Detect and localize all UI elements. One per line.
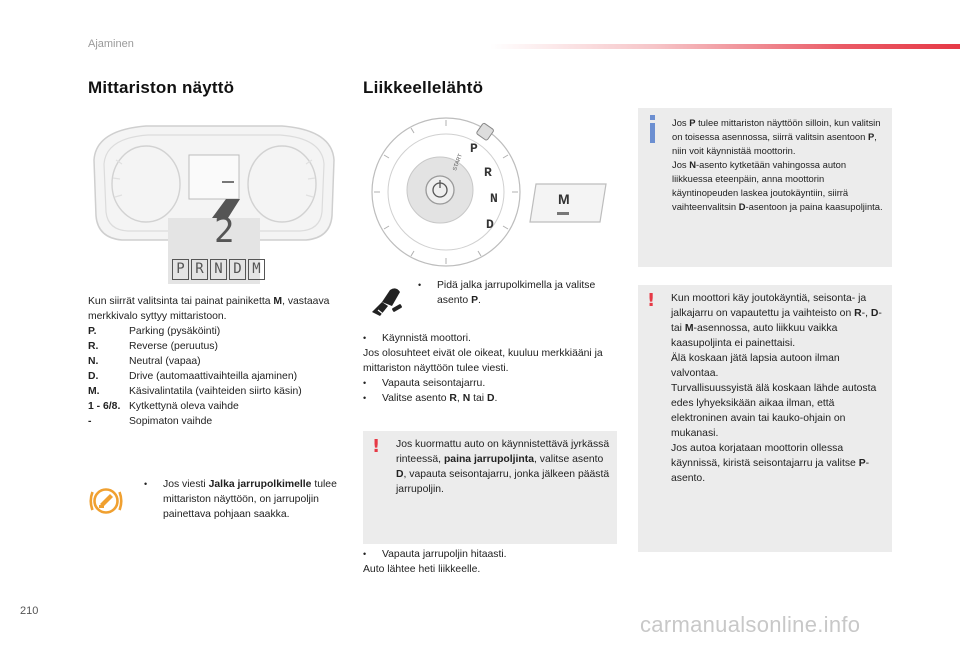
cluster-gear-indicator-row xyxy=(172,259,265,280)
section-title-start: Liikkeellelähtö xyxy=(363,78,484,97)
gear-selector-dial-illustration xyxy=(368,114,524,270)
dial-label-p: P xyxy=(470,141,478,156)
bullet-icon: • xyxy=(144,479,148,489)
gear-indicator-n: N xyxy=(210,259,227,280)
pedal-note: • Jos viesti Jalka jarrupolkimelle tulee mittariston näyttöön, on jarrupoljin painettava pohjaan saakka. xyxy=(144,479,337,520)
brake-pedal-warning-icon xyxy=(88,483,124,519)
gear-indicator-m: M xyxy=(248,259,265,280)
bullet-icon: • xyxy=(363,333,367,343)
cluster-gear-digit: 2 xyxy=(214,211,235,251)
bullet-icon: • xyxy=(363,393,367,403)
start-procedure-text: • Käynnistä moottori. Jos olosuhteet eivät ole oikeat, kuuluu merkkiääni ja mittariston näyttöön tulee viesti. • Vapauta seisontajarru. • Valitse asento R, N tai D. xyxy=(363,333,603,404)
section-label: Ajaminen xyxy=(88,38,134,50)
watermark-text: carmanualsonline.info xyxy=(640,612,861,637)
warning-exclamation-icon: ! xyxy=(647,290,656,311)
definition-row: R. Reverse (peruutus) xyxy=(88,341,218,352)
warning-exclamation-icon: ! xyxy=(372,436,381,457)
section-title-display: Mittariston näyttö xyxy=(88,78,235,97)
dial-label-d: D xyxy=(486,217,494,232)
definition-row: N. Neutral (vapaa) xyxy=(88,356,201,367)
header-gradient-bar xyxy=(490,44,960,49)
info-panel-text: Jos P tulee mittariston näyttöön silloin, kun valitsin on toisessa asennossa, siirrä valitsin asentoon P, niin voit käynnistää moottorin. Jos N-asento kytketään vahingossa auton liikkuessa eteenpäin, anna moottorin käyntinopeuden laskea joutokäyntiin, siirrä vaihteenvalitsin D-asentoon ja paina kaasupoljinta. xyxy=(672,117,883,212)
dial-label-r: R xyxy=(484,165,492,180)
release-pedal-text: • Vapauta jarrupoljin hitaasti. Auto lähtee heti liikkeelle. xyxy=(363,549,507,575)
gear-indicator-r: R xyxy=(191,259,208,280)
manual-mode-button-illustration xyxy=(528,182,608,224)
bullet-icon: • xyxy=(418,280,422,290)
bullet-icon: • xyxy=(363,549,367,559)
step-select-park: • Pidä jalka jarrupolkimella ja valitse asento P. xyxy=(418,280,596,306)
hill-start-warning-text: Jos kuormattu auto on käynnistettävä jyrkässä rinteessä, paina jarrupoljinta, valitse asento D, vapauta seisontajarru, jonka jälkeen päästä jarrupoljin. xyxy=(396,439,610,495)
idle-safety-warning-text: Kun moottori käy joutokäyntiä, seisonta- ja jalkajarru on vapautettu ja vaihteisto on R-, D- tai M-asennossa, auto liikkuu vaikka kaasupoljinta ei painettaisi. Älä koskaan jätä lapsia autoon ilman valvontaa. Turvallisuussyistä älä koskaan lähde autosta edes lyhyeksikään aikaa ilman, että elektroninen avain tai kauko-ohjain on mukanasi. Jos autoa korjataan moottorin ollessa käynnissä, kiristä seisontajarru ja valitse P-asento. xyxy=(671,293,882,484)
info-icon xyxy=(650,115,655,143)
definition-row: P. Parking (pysäköinti) xyxy=(88,326,221,337)
definition-row: - Sopimaton vaihde xyxy=(88,416,213,427)
dial-start-label: START xyxy=(452,153,464,172)
foot-on-brake-icon xyxy=(368,282,406,318)
definition-row: M. Käsivalintatila (vaihteiden siirto käsin) xyxy=(88,386,302,397)
gear-indicator-d: D xyxy=(229,259,246,280)
gear-definition-list xyxy=(88,324,348,429)
cluster-intro-text: Kun siirrät valitsinta tai painat painiketta M, vastaava merkkivalo syttyy mittaristoon. xyxy=(88,296,330,322)
definition-row: 1 - 6/8. Kytkettynä oleva vaihde xyxy=(88,401,239,412)
page-number: 210 xyxy=(20,605,39,617)
dial-label-n: N xyxy=(490,191,498,206)
gear-indicator-p: P xyxy=(172,259,189,280)
definition-row: D. Drive (automaattivaihteilla ajaminen) xyxy=(88,371,298,382)
bullet-icon: • xyxy=(363,378,367,388)
m-button-label: M xyxy=(558,191,570,207)
